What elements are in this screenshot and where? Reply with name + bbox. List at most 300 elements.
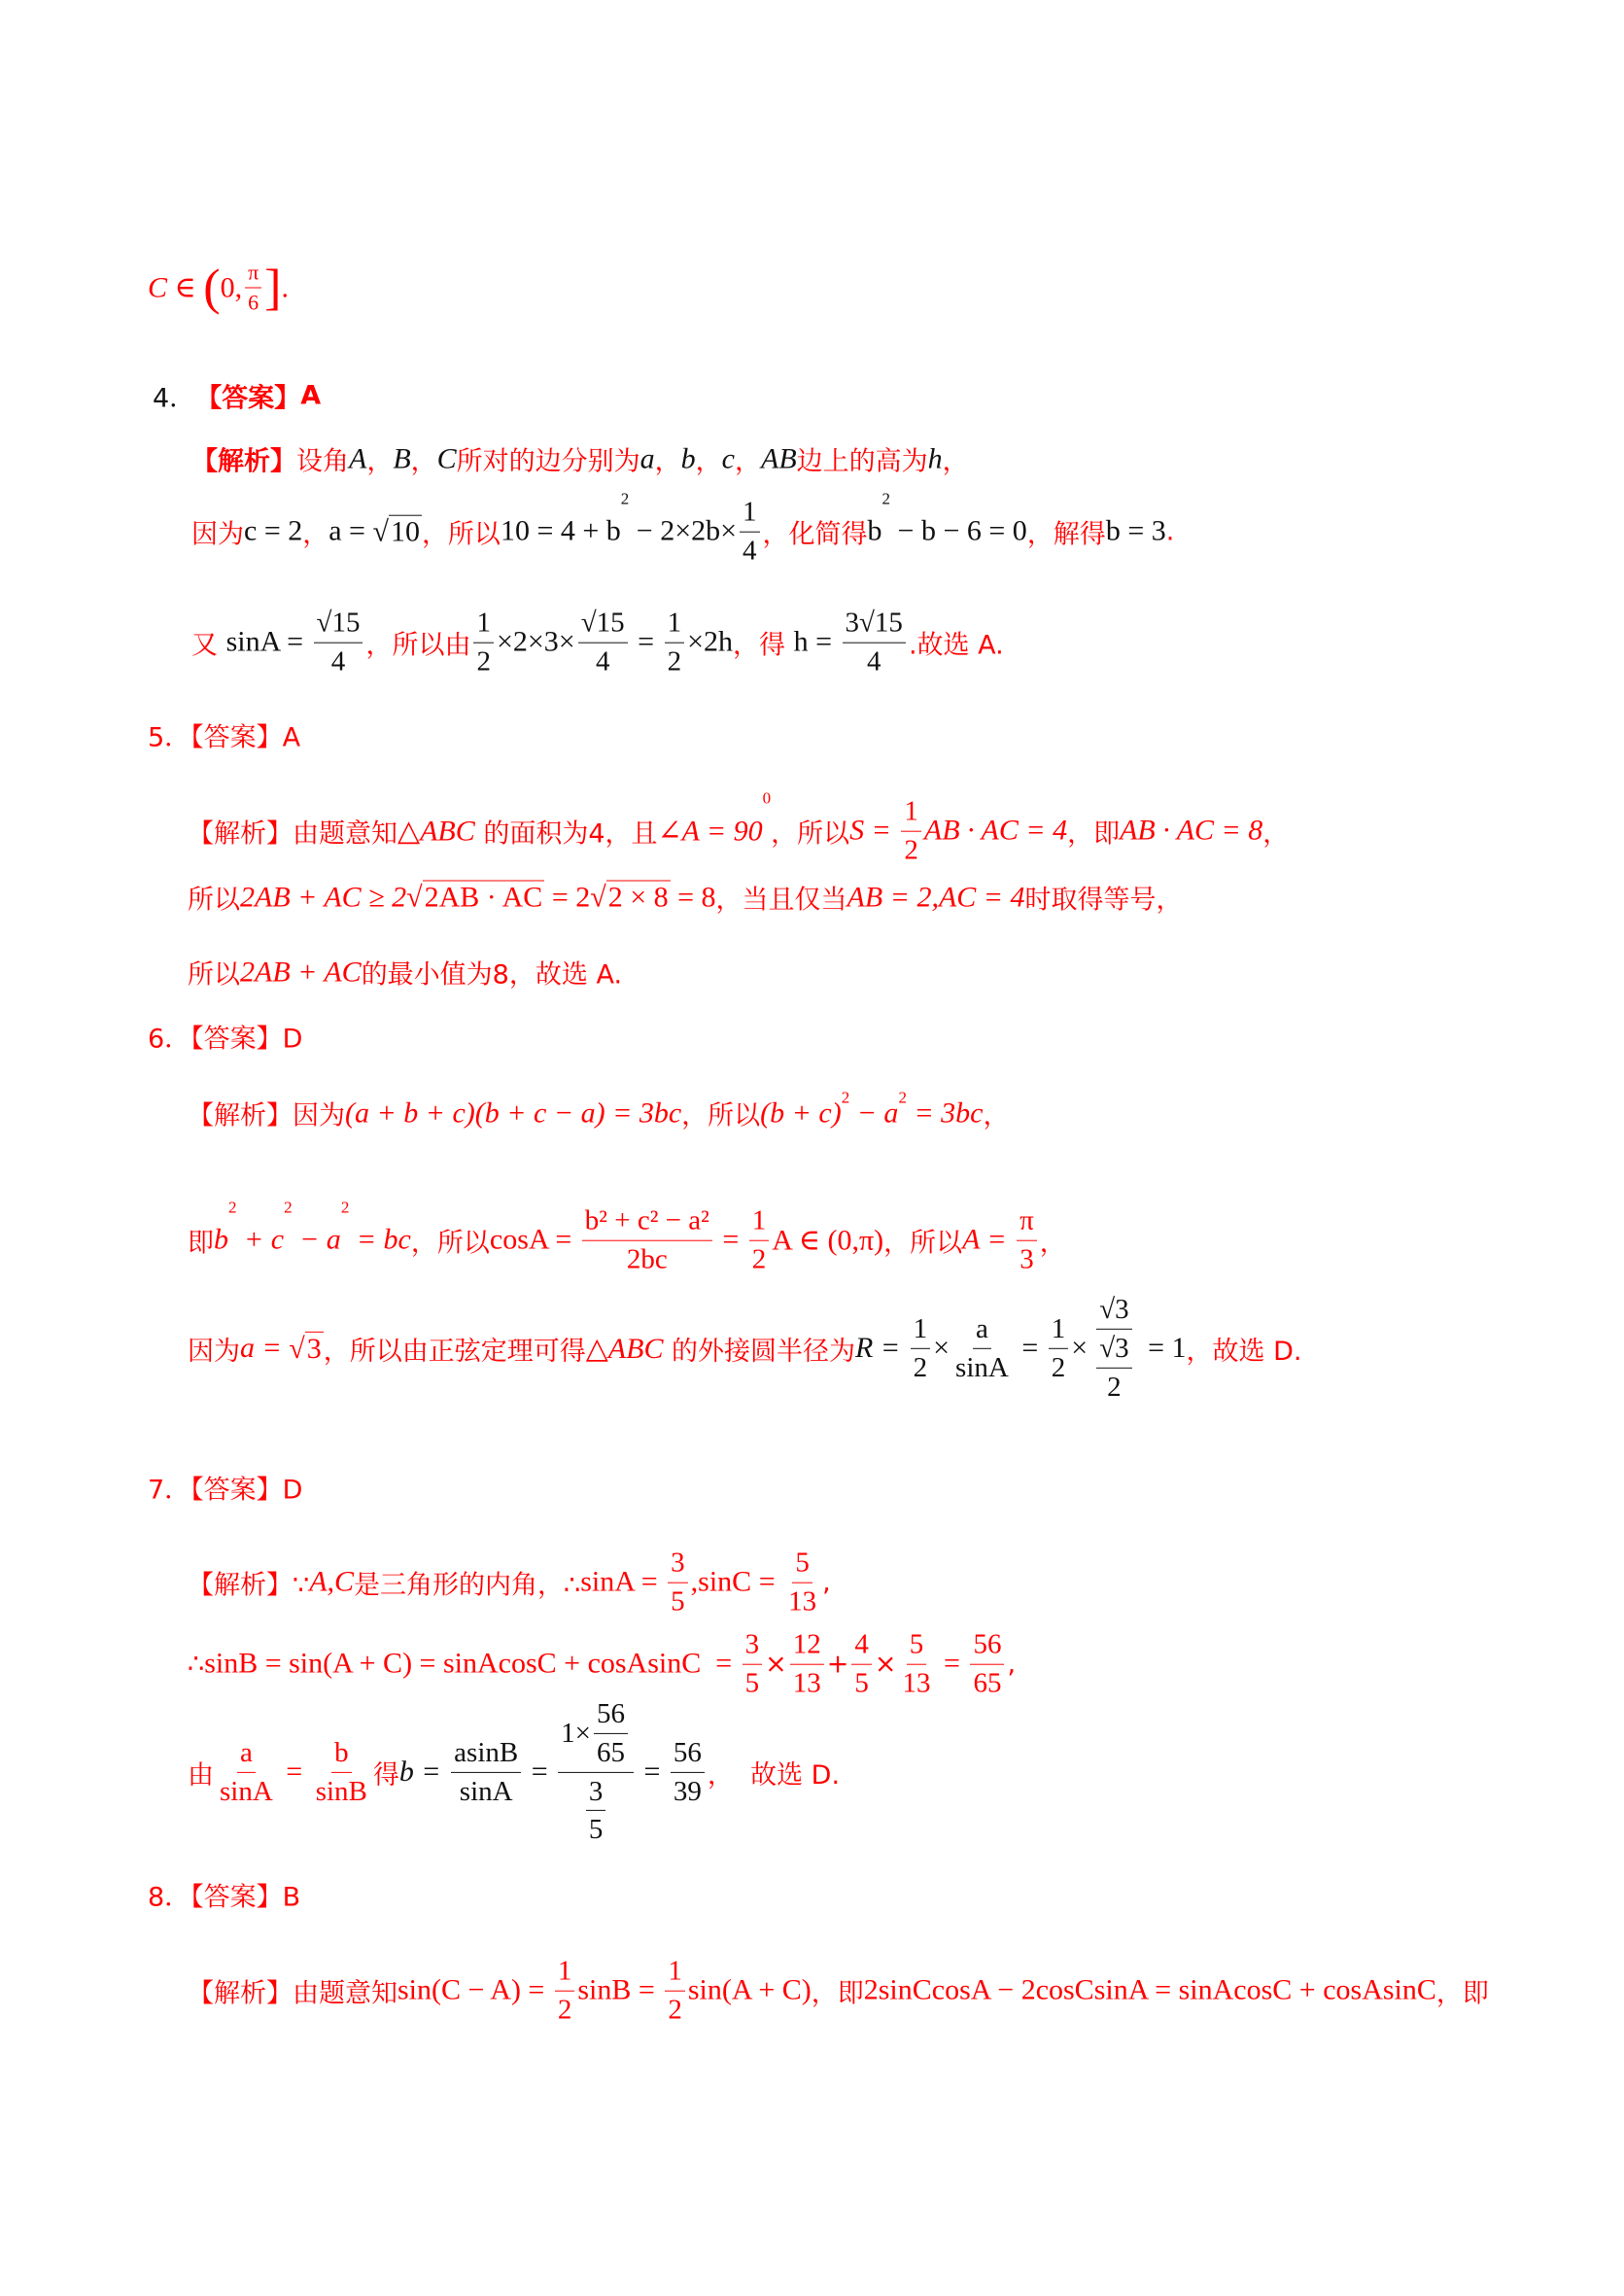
numerator [743,1628,763,1665]
math-text: h = [793,626,840,658]
denominator [901,832,921,868]
fraction [911,1312,931,1385]
square-root [372,515,421,549]
math-text: ×2×3× [496,626,575,658]
math-text: 【解析】 [191,446,296,477]
denominator [1049,1348,1069,1384]
text-run: 【解析】由题意知 [188,818,397,850]
q7-answer [148,1469,302,1507]
text-run: 12 [792,1628,821,1660]
numerator [907,1628,927,1665]
text-run: 6．【答案】D [148,1024,303,1055]
text-run: 4 [866,645,881,678]
superscript: 2 [881,489,891,508]
q8-analysis-1 [188,1955,1489,2028]
square-root [289,1331,323,1365]
text-run: 2 [751,1243,767,1275]
math-text: ∠A = 90 [657,815,763,848]
text-run: 2 [1051,1351,1066,1383]
math-text: c [721,442,735,474]
text-run: 2bc [626,1243,668,1275]
text-run: 因为 [191,519,244,550]
text-run: ，即 [1435,1978,1489,2009]
q6-answer [148,1018,302,1056]
c-range [148,260,289,317]
fraction [594,1697,628,1770]
q7-analysis-3 [188,1697,840,1847]
math-text: c = 2 [244,515,303,547]
fraction [790,1628,824,1701]
text-run: 2 [913,1351,928,1383]
math-text: = [278,1756,310,1788]
text-run: 3 [588,1775,604,1807]
math-text: AB = 2,AC = 4 [847,881,1025,913]
fraction [665,607,685,679]
fraction [952,1312,1012,1385]
text-run: 3 [1019,1243,1034,1275]
text-run: 因为 [188,1336,240,1367]
text-run: ，所以由正弦定理可得 [323,1336,586,1367]
fraction [901,795,921,868]
radicand: 3 [306,1332,322,1365]
fraction [900,1628,934,1701]
text-run: 时取得等号， [1024,885,1183,916]
denominator [1017,1241,1037,1277]
denominator [665,644,685,679]
math-text: = [936,1648,968,1680]
text-run: ， [366,446,394,477]
text-run: ， 故选 D. [707,1759,841,1791]
text-run: ∴ [188,1649,205,1680]
numerator [473,607,494,644]
denominator [790,1665,824,1701]
text-run: sinA [459,1775,513,1807]
math-text: a = [240,1331,290,1364]
fraction [749,1204,770,1277]
text-run: 【解析】因为 [188,1100,345,1131]
math-text: + c [236,1224,285,1256]
math-text: sinB = sin(A + C) = sinAcosC + cosAsinC [204,1648,702,1680]
denominator [864,644,884,679]
text-run: 【解析】∵ [188,1570,310,1601]
text-run: 7．【答案】D [148,1475,303,1506]
text-run: ， [942,446,969,477]
radicand: 2AB · AC [424,881,543,914]
math-text: a [639,442,655,474]
math-text: 0, [220,271,243,303]
text-run: 4 [330,645,346,678]
numerator [970,1628,1004,1665]
text-run: 2 [557,1994,572,2026]
text-run: 即 [188,1228,214,1259]
numerator [331,1736,352,1773]
superscript: 2 [898,1088,907,1107]
text-run: 是三角形的内角，∴ [354,1570,581,1601]
q5-analysis-1 [188,788,1290,868]
fraction [558,1697,634,1847]
text-run: 边上的高为 [796,446,928,477]
text-run: 65 [597,1736,625,1768]
text-run: 【解析】由题意知 [188,1978,397,2009]
math-text: − b − 6 = 0 [890,515,1027,547]
square-root [590,881,670,915]
math-text: 2AB + AC ≥ 2 [240,881,407,913]
text-run: 又 [191,630,226,661]
text-run: × [874,1649,897,1680]
math-text: × [1071,1331,1088,1364]
math-text: = [701,1648,740,1680]
math-text: sinA = [580,1566,666,1598]
text-run: 的外接圆半径为 [663,1336,856,1367]
math-text: AB · AC = 4 [923,815,1068,847]
denominator [740,533,760,569]
square-root [406,881,544,915]
math-text: A [300,380,322,411]
denominator [743,1665,763,1701]
fraction [314,607,363,679]
numerator [740,496,760,533]
fraction [743,1628,763,1701]
text-run: ，所以 [410,1228,490,1259]
numerator [749,1204,770,1241]
numerator [237,1736,256,1773]
numerator [665,1955,685,1992]
math-text: − a [849,1096,899,1129]
math-text: 【答案】 [195,383,301,414]
text-run: 5．【答案】A [148,722,301,753]
fraction [668,1547,688,1619]
math-text: b [680,442,696,474]
denominator [1090,1330,1137,1405]
text-run: ， [1039,1228,1066,1259]
text-run: 6 [248,290,259,315]
math-text: sin(A + C) [687,1974,812,2006]
denominator [952,1348,1012,1384]
numerator [451,1736,521,1773]
denominator [624,1241,671,1277]
math-text: 4． [153,383,196,414]
text-run: ，所以 [883,1228,963,1259]
text-run: 3√15 [845,607,903,639]
text-run: ，解得 [1026,519,1106,550]
text-run: 设角 [296,446,349,477]
fraction [970,1628,1004,1701]
text-run: 39 [673,1775,702,1807]
q4-analysis-3 [191,607,1004,679]
text-run: 2 [668,1994,682,2026]
q6-analysis-2 [188,1198,1066,1277]
text-run: 1 [557,1955,572,1987]
text-run: 13 [902,1667,931,1699]
text-run: 所对的边分别为 [456,446,640,477]
math-text: ,sinC = [690,1566,783,1598]
superscript: 2 [340,1198,350,1217]
math-text: = [1014,1331,1046,1364]
math-text: 2AB + AC [240,956,362,988]
numerator [1096,1293,1131,1330]
denominator [594,1734,628,1770]
math-text: = 3bc [906,1096,984,1129]
text-run: 所以 [188,959,240,991]
math-text: = 2 [544,881,591,913]
denominator [593,644,613,679]
math-text: b = 3 [1105,515,1166,547]
math-text: △ABC [585,1332,664,1365]
denominator [328,644,349,679]
fraction [451,1736,521,1809]
math-text: A [349,442,367,474]
text-run: 56 [973,1628,1002,1660]
numerator [665,607,685,644]
math-text: × [933,1331,950,1364]
text-run: . [1165,516,1175,547]
denominator [245,289,261,316]
numerator [582,1204,712,1241]
numerator [1049,1312,1069,1349]
text-run: 56 [673,1736,702,1768]
numerator [1017,1204,1037,1241]
radical-sign-icon: √ [590,881,606,914]
math-text: a = [328,515,373,547]
text-run: ，得 [733,630,794,661]
text-run: ，所以由 [365,630,471,661]
math-text: b [214,1224,228,1256]
text-run: 5 [588,1814,604,1846]
fraction [1090,1293,1137,1404]
math-text: cosA = [489,1224,579,1256]
text-run: 2 [667,645,682,678]
numerator [911,1312,931,1349]
numerator [901,795,921,832]
text-run: 13 [792,1667,821,1699]
math-text: ∈ [167,271,204,304]
math-text: AB · AC = 8 [1120,815,1263,847]
math-text: − 2×2b× [629,515,738,547]
math-text: = [637,1756,668,1788]
math-text: − a [292,1224,341,1256]
math-text: ] [264,260,282,316]
text-run: 由 [188,1759,214,1791]
text-run: 1 [913,1312,928,1344]
math-text: A,C [309,1566,355,1598]
denominator [217,1773,276,1809]
math-text: = bc [349,1224,411,1256]
denominator [457,1773,516,1809]
text-run: ，故选 D. [1186,1336,1302,1367]
text-run: sinB [315,1775,367,1807]
math-text: 2sinCcosA − 2cosCsinA = sinAcosC + cosAsinC [863,1974,1436,2006]
text-run: 1 [743,496,757,528]
q7-analysis-2 [188,1628,1016,1701]
superscript: 2 [620,489,630,508]
q5-analysis-2 [188,879,1183,917]
superscript: 0 [762,788,772,808]
math-text: B [393,442,411,474]
math-text: = [524,1756,556,1788]
math-text: 10 = 4 + b [500,515,621,547]
math-text: (a + b + c)(b + c − a) = 3bc [345,1096,682,1129]
text-run: 2 [476,645,491,678]
text-run: , [1007,1649,1017,1680]
fraction [843,607,906,679]
text-run: .故选 A. [908,630,1004,661]
math-text: A ∈ (0,π) [772,1224,884,1257]
numerator [555,1955,575,1992]
superscript: 2 [284,1198,293,1217]
math-text: sin(C − A) = [397,1974,552,2006]
math-text: S = [849,815,899,847]
fraction [1049,1312,1069,1385]
text-run: 1 [668,1955,682,1987]
denominator [851,1665,872,1701]
fraction [671,1736,705,1809]
numerator [843,607,906,644]
radical-sign-icon: √ [372,515,389,548]
text-run: asinB [454,1736,519,1768]
text-run: 1 [476,607,491,639]
math-text: = 8 [670,881,716,913]
text-run: 13 [788,1585,817,1618]
text-run: 4 [743,535,757,567]
text-run: π [248,260,259,285]
denominator [313,1773,370,1809]
math-text: b = [398,1756,449,1788]
text-run: 1 [904,795,918,827]
math-text: = [630,626,662,658]
denominator [785,1583,819,1619]
text-run: π [1019,1204,1034,1236]
numerator [594,1697,628,1734]
text-run: √3 [1099,1293,1129,1325]
radical-sign-icon: √ [406,881,423,914]
text-run: 3 [744,1628,760,1660]
math-text: sinB = [577,1974,663,2006]
fraction [313,1736,370,1809]
fraction [665,1955,685,2028]
q4-analysis-2 [191,489,1175,569]
numerator [790,1628,824,1665]
fraction [245,260,261,316]
text-run: 8．【答案】B [148,1882,301,1913]
math-text: b [867,515,882,547]
text-run: 1 [667,607,682,639]
text-run: ，所以 [681,1100,761,1131]
fraction [217,1736,276,1809]
text-run: 得 [372,1759,399,1791]
denominator [586,1811,606,1847]
text-run: ， [983,1100,1010,1131]
fraction [555,1955,575,2028]
math-text: ( [203,260,221,316]
math-text: C [436,442,457,474]
text-run: 56 [597,1697,625,1729]
text-run: ，所以 [771,818,850,850]
math-text: △ABC [397,815,475,848]
numerator [1096,1332,1131,1369]
numerator [314,607,363,644]
q4-analysis-1 [191,440,969,478]
text-run: ， [654,446,681,477]
text-run: 5 [795,1547,810,1579]
numerator [245,260,261,288]
q6-analysis-1 [188,1088,1010,1132]
text-run: 5 [744,1667,760,1699]
text-run: 5 [909,1628,924,1660]
denominator [671,1773,705,1809]
denominator [473,644,494,679]
text-run: 65 [973,1667,1002,1699]
fraction [785,1547,819,1619]
q5-answer [148,716,300,754]
fraction [578,607,628,679]
q8-answer [148,1876,300,1914]
math-text: (b + c) [760,1096,842,1129]
text-run: a [239,1736,253,1768]
math-text: AB [761,442,797,474]
text-run: ， [1262,818,1290,850]
math-text: . [281,271,289,303]
text-run: ， [695,446,722,477]
text-run: √3 [1099,1332,1129,1364]
math-text: R = [855,1331,908,1364]
text-run: 3 [671,1547,685,1579]
math-text: ×2h [687,626,733,658]
text-run: ，化简得 [762,519,868,550]
math-text: sinA = [225,626,311,658]
fraction [586,1775,606,1848]
math-text: = [714,1224,746,1256]
fraction [740,496,760,569]
text-run: √15 [316,607,361,639]
text-run: 5 [854,1667,869,1699]
text-run: b² + c² − a² [584,1204,709,1236]
numerator [578,607,628,644]
denominator [668,1583,688,1619]
fraction [1096,1332,1131,1405]
text-run: ，当且仅当 [715,885,847,916]
text-run: 所以 [188,885,240,916]
text-run: 2 [1107,1371,1122,1403]
text-run: √15 [580,607,625,639]
text-run: 4 [854,1628,869,1660]
text-run: ，即 [1067,818,1121,850]
q7-analysis-1 [188,1547,831,1619]
text-run: ，所以 [421,519,501,550]
q5-analysis-3 [188,954,622,991]
text-run: ， [302,519,329,550]
numerator [973,1312,991,1349]
text-run: 1 [1051,1312,1066,1344]
radical-sign-icon: √ [289,1332,305,1365]
denominator [970,1665,1004,1701]
denominator [900,1665,934,1701]
text-run: × [765,1649,787,1680]
q6-analysis-3 [188,1293,1302,1404]
superscript: 2 [228,1198,237,1217]
text-run: + [826,1649,849,1680]
superscript: 2 [841,1088,850,1107]
denominator [580,1773,612,1848]
math-text: h [927,442,943,474]
numerator [671,1736,705,1773]
text-run: sinA [220,1775,273,1807]
text-run: a [976,1312,988,1344]
denominator [1104,1368,1124,1404]
text-run: ， [735,446,761,477]
math-text: C [148,271,168,303]
text-run: 1× [561,1717,591,1749]
denominator [555,1992,575,2028]
